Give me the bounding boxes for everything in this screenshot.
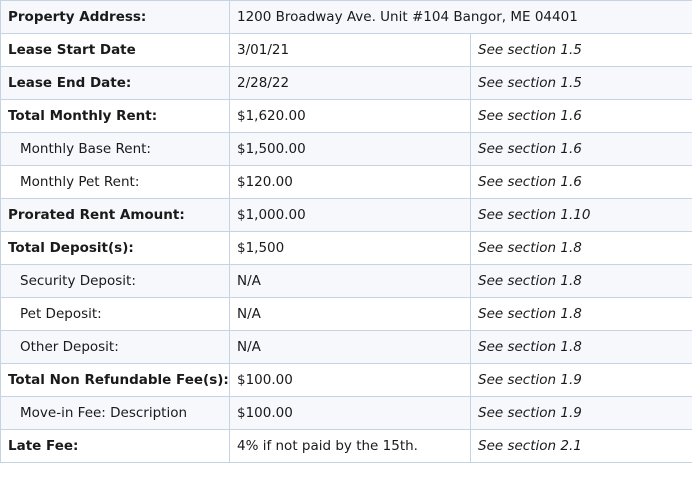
table-row [1,298,692,331]
table-row [1,397,692,430]
table-row [1,199,692,232]
row-value: 3/01/21 [230,34,471,67]
row-note: See section 1.8 [471,232,692,265]
row-value: N/A [230,331,471,364]
row-label: Prorated Rent Amount: [1,199,230,232]
table-row [1,430,692,463]
row-note: See section 1.5 [471,34,692,67]
row-value: $120.00 [230,166,471,199]
row-label: Lease Start Date [1,34,230,67]
row-label: Security Deposit: [1,265,230,298]
row-value: 1200 Broadway Ave. Unit #104 Bangor, ME 04401 [230,1,692,34]
row-note: See section 1.6 [471,133,692,166]
table-row [1,133,692,166]
row-label: Other Deposit: [1,331,230,364]
row-label: Total Monthly Rent: [1,100,230,133]
row-label: Monthly Base Rent: [1,133,230,166]
row-note: See section 2.1 [471,430,692,463]
table-row [1,166,692,199]
table-row-property-address [1,1,692,34]
row-value: N/A [230,298,471,331]
row-value: $100.00 [230,364,471,397]
row-value: 2/28/22 [230,67,471,100]
row-label: Monthly Pet Rent: [1,166,230,199]
row-label: Total Non Refundable Fee(s): [1,364,230,397]
row-value: $1,500.00 [230,133,471,166]
row-note: See section 1.9 [471,397,692,430]
row-value: $1,500 [230,232,471,265]
row-note: See section 1.8 [471,331,692,364]
row-note: See section 1.8 [471,298,692,331]
row-note: See section 1.8 [471,265,692,298]
row-label: Pet Deposit: [1,298,230,331]
table-row [1,364,692,397]
row-value: $100.00 [230,397,471,430]
table-row [1,67,692,100]
row-value: 4% if not paid by the 15th. [230,430,471,463]
table-row [1,331,692,364]
table-row [1,232,692,265]
row-note: See section 1.6 [471,166,692,199]
row-note: See section 1.10 [471,199,692,232]
row-value: N/A [230,265,471,298]
table-row [1,34,692,67]
row-note: See section 1.5 [471,67,692,100]
row-label: Total Deposit(s): [1,232,230,265]
table-row [1,100,692,133]
row-note: See section 1.6 [471,100,692,133]
row-value: $1,620.00 [230,100,471,133]
row-note: See section 1.9 [471,364,692,397]
row-label: Lease End Date: [1,67,230,100]
table-row [1,265,692,298]
row-label: Move-in Fee: Description [1,397,230,430]
row-label: Late Fee: [1,430,230,463]
row-value: $1,000.00 [230,199,471,232]
row-label: Property Address: [1,1,230,34]
